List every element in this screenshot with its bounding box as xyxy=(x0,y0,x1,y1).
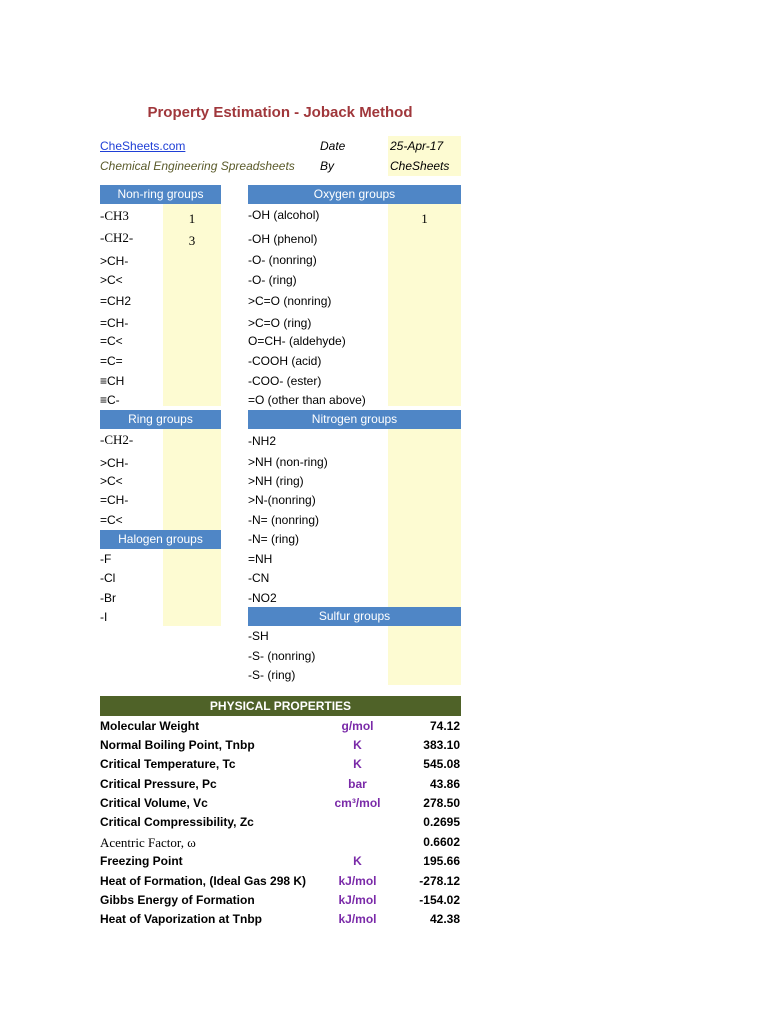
group-label: -O- (nonring) xyxy=(248,253,317,267)
group-label: -CH2- xyxy=(100,230,134,245)
property-label: Heat of Vaporization at Tnbp xyxy=(100,912,263,926)
property-unit: g/mol xyxy=(341,719,374,733)
group-label: -I xyxy=(100,610,108,624)
group-count-input[interactable]: 1 xyxy=(421,211,428,226)
property-value: 545.08 xyxy=(423,757,460,771)
group-label: >C< xyxy=(100,474,123,488)
property-label: Freezing Point xyxy=(100,854,183,868)
property-row xyxy=(100,874,462,893)
non-ring-groups-header: Non-ring groups xyxy=(100,185,221,204)
property-value: 0.6602 xyxy=(423,835,460,849)
group-label: -COOH (acid) xyxy=(248,354,322,368)
property-row xyxy=(100,815,462,834)
group-label: >NH (non-ring) xyxy=(248,455,328,469)
property-label: Critical Pressure, Pc xyxy=(100,777,217,791)
property-unit: kJ/mol xyxy=(338,912,377,926)
property-row xyxy=(100,854,462,873)
group-label: -O- (ring) xyxy=(248,273,297,287)
group-label: -OH (phenol) xyxy=(248,232,318,246)
by-value[interactable]: CheSheets xyxy=(388,156,461,176)
group-label: >C=O (ring) xyxy=(248,316,312,330)
property-value: -278.12 xyxy=(419,874,460,888)
group-label: >CH- xyxy=(100,254,129,268)
group-label: -S- (ring) xyxy=(248,668,296,682)
group-count-input[interactable]: 1 xyxy=(188,211,196,226)
group-label: -S- (nonring) xyxy=(248,649,316,663)
group-label: -OH (alcohol) xyxy=(248,208,320,222)
property-unit: bar xyxy=(348,777,367,791)
date-label: Date xyxy=(320,139,346,153)
property-value: 74.12 xyxy=(429,719,460,733)
group-label: >C< xyxy=(100,273,123,287)
property-value: 0.2695 xyxy=(423,815,460,829)
group-label: -N= (nonring) xyxy=(248,513,320,527)
halogen-input-column xyxy=(163,549,221,626)
property-row xyxy=(100,912,462,931)
chesheets-link[interactable]: CheSheets.com xyxy=(100,139,186,153)
property-label: Critical Compressibility, Zc xyxy=(100,815,254,829)
group-label: -F xyxy=(100,552,112,566)
property-value: 43.86 xyxy=(429,777,460,791)
group-label: -SH xyxy=(248,629,269,643)
property-label: Molecular Weight xyxy=(100,719,200,733)
group-label: -CN xyxy=(248,571,270,585)
group-label: >N-(nonring) xyxy=(248,493,316,507)
group-label: =CH- xyxy=(100,493,129,507)
group-label: =C= xyxy=(100,354,123,368)
page-title: Property Estimation - Joback Method xyxy=(147,104,413,121)
group-label: >CH- xyxy=(100,456,129,470)
subtitle: Chemical Engineering Spreadsheets xyxy=(100,159,295,173)
property-label: Normal Boiling Point, Tnbp xyxy=(100,738,255,752)
ring-input-column xyxy=(163,429,221,530)
group-label: =CH2 xyxy=(100,294,132,308)
property-row xyxy=(100,796,462,815)
property-value: -154.02 xyxy=(419,893,460,907)
group-label: =NH xyxy=(248,552,273,566)
group-label: >NH (ring) xyxy=(248,474,304,488)
by-label: By xyxy=(320,159,335,173)
ring-groups-header: Ring groups xyxy=(100,410,221,429)
group-label: -Cl xyxy=(100,571,116,585)
property-unit: K xyxy=(353,738,362,752)
property-unit: kJ/mol xyxy=(338,893,377,907)
group-label: O=CH- (aldehyde) xyxy=(248,334,346,348)
property-row xyxy=(100,757,462,776)
property-value: 278.50 xyxy=(423,796,460,810)
sulfur-input-column xyxy=(388,626,461,685)
group-label: =C< xyxy=(100,334,123,348)
nitrogen-input-column xyxy=(388,429,461,607)
group-label: -COO- (ester) xyxy=(248,374,322,388)
group-label: -NO2 xyxy=(248,591,277,605)
halogen-groups-header: Halogen groups xyxy=(100,530,221,549)
property-unit: cm³/mol xyxy=(334,796,381,810)
group-label: -N= (ring) xyxy=(248,532,300,546)
group-label: ≡C- xyxy=(100,393,120,407)
group-label: ≡CH xyxy=(100,374,125,388)
nitrogen-groups-header: Nitrogen groups xyxy=(248,410,461,429)
oxygen-input-column xyxy=(388,204,461,406)
property-value: 42.38 xyxy=(429,912,460,926)
property-label: Critical Volume, Vc xyxy=(100,796,208,810)
property-label: Acentric Factor, ω xyxy=(100,835,196,850)
property-label: Heat of Formation, (Ideal Gas 298 K) xyxy=(100,874,307,888)
property-unit: kJ/mol xyxy=(338,874,377,888)
oxygen-groups-header: Oxygen groups xyxy=(248,185,461,204)
group-label: =O (other than above) xyxy=(248,393,366,407)
property-unit: K xyxy=(353,757,362,771)
property-row xyxy=(100,835,462,854)
group-label: -CH2- xyxy=(100,432,134,447)
property-row xyxy=(100,893,462,912)
property-row xyxy=(100,738,462,757)
property-unit: K xyxy=(353,854,362,868)
property-label: Critical Temperature, Tc xyxy=(100,757,236,771)
group-label: -NH2 xyxy=(248,434,277,448)
property-value: 195.66 xyxy=(423,854,460,868)
sulfur-groups-header: Sulfur groups xyxy=(248,607,461,626)
group-count-input[interactable]: 3 xyxy=(188,233,196,248)
property-label: Gibbs Energy of Formation xyxy=(100,893,255,907)
group-label: >C=O (nonring) xyxy=(248,294,332,308)
group-label: =C< xyxy=(100,513,123,527)
property-row xyxy=(100,777,462,796)
group-label: -Br xyxy=(100,591,116,605)
property-row xyxy=(100,719,462,738)
property-value: 383.10 xyxy=(423,738,460,752)
date-value[interactable]: 25-Apr-17 xyxy=(388,136,461,156)
group-label: =CH- xyxy=(100,316,129,330)
group-label: -CH3 xyxy=(100,208,129,223)
physical-properties-header: PHYSICAL PROPERTIES xyxy=(100,696,461,716)
